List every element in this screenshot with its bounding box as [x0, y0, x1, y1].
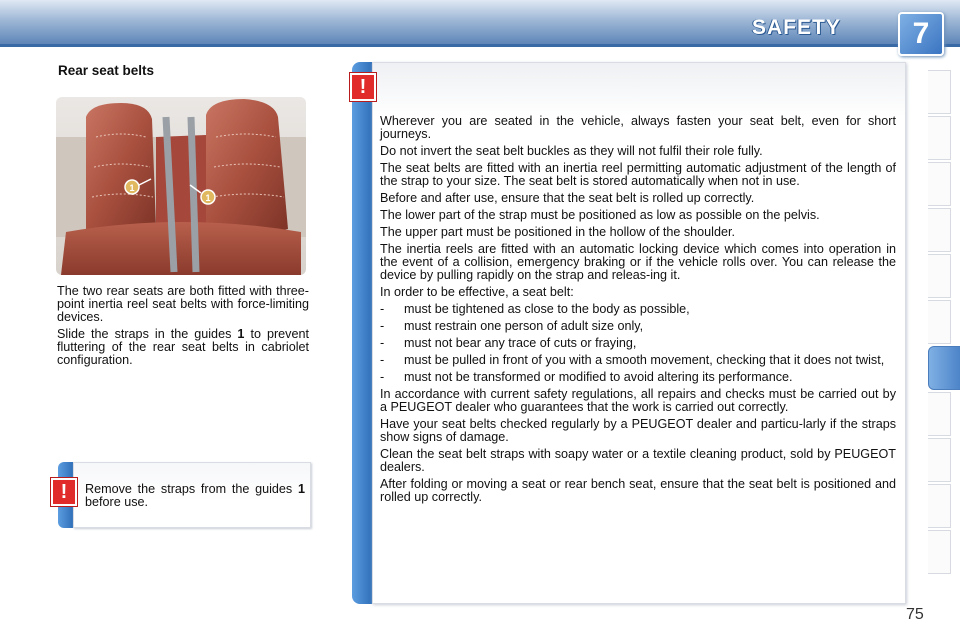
chapter-tab[interactable] — [928, 208, 951, 252]
note-text — [85, 483, 305, 509]
warning-icon: ! — [350, 73, 376, 101]
guide-label-right: 1 — [205, 193, 211, 203]
list-dash: - — [380, 302, 385, 316]
list-dash: - — [380, 336, 385, 350]
chapter-tab[interactable] — [928, 484, 951, 528]
list-item-text: must not be transformed or modified to avoid altering its performance. — [404, 370, 793, 384]
guide-label-left: 1 — [129, 183, 135, 193]
header-line — [0, 44, 960, 47]
chapter-tab[interactable] — [928, 70, 951, 114]
list-item-text: must be pulled in front of you with a smooth movement, checking that it does not twist, — [404, 353, 885, 367]
text-run: Slide the straps in the guides — [57, 327, 238, 341]
note-paragraph: After folding or moving a seat or rear bench seat, ensure that the seat belt is positioned and rolled up correctly. — [380, 477, 896, 504]
text-run: Remove the straps from the guides — [85, 482, 298, 496]
chapter-tab[interactable] — [928, 300, 951, 344]
note-paragraph: Do not invert the seat belt buckles as they will not fulfil their role fully. — [380, 144, 763, 158]
list-item-text: must be tightened as close to the body as possible, — [404, 302, 690, 316]
note-paragraph: The seat belts are fitted with an inertia reel permitting automatic adjustment of the length of the strap to your size. The seat belt is stored automatically when not in use. — [380, 161, 896, 188]
note-paragraph: The upper part must be positioned in the hollow of the shoulder. — [380, 225, 735, 239]
list-item-text: must not bear any trace of cuts or fraying, — [404, 336, 637, 350]
list-item — [380, 337, 896, 350]
rear-seats-photo — [56, 97, 306, 275]
chapter-tab[interactable] — [928, 116, 951, 160]
list-item — [380, 371, 896, 384]
note-paragraph: The inertia reels are fitted with an automatic locking device which comes into operation in the event of a collision, emergency braking or if the vehicle rolls over. You can release the device by pulling rapidly on the strap and releas-ing it. — [380, 242, 896, 282]
chapter-tabs — [928, 70, 952, 570]
guide-number: 1 — [297, 482, 305, 496]
text-run: before use. — [85, 495, 149, 509]
chapter-tab[interactable] — [928, 438, 951, 482]
left-paragraph: The two rear seats are both fitted with three-point inertia reel seat belts with force-limiting devices. — [57, 284, 309, 324]
chapter-tab[interactable] — [928, 392, 951, 436]
note-paragraph: Before and after use, ensure that the seat belt is rolled up correctly. — [380, 191, 755, 205]
list-dash: - — [380, 370, 385, 384]
list-dash: - — [380, 353, 385, 367]
list-dash: - — [380, 319, 385, 333]
list-item — [380, 320, 896, 333]
requirements-list — [380, 303, 896, 384]
guide-number: 1 — [237, 327, 245, 341]
left-paragraph — [57, 328, 309, 367]
page-number: 75 — [906, 606, 924, 623]
list-item-text: must restrain one person of adult size only, — [404, 319, 644, 333]
chapter-number-badge: 7 — [898, 12, 944, 56]
chapter-tab[interactable] — [928, 530, 951, 574]
section-title: Rear seat belts — [58, 63, 155, 78]
text-run: to prevent fluttering of the rear seat belts in cabriolet configuration. — [57, 327, 309, 367]
note-paragraph: In order to be effective, a seat belt: — [380, 285, 574, 299]
note-paragraph: Clean the seat belt straps with soapy water or a textile cleaning product, sold by PEUGEOT dealers. — [380, 447, 896, 474]
note-paragraph: The lower part of the strap must be positioned as low as possible on the pelvis. — [380, 208, 820, 222]
list-item — [380, 303, 896, 316]
left-body-text — [57, 285, 309, 371]
chapter-tab[interactable] — [928, 162, 951, 206]
note-accent-bar — [352, 62, 372, 604]
list-item — [380, 354, 896, 367]
chapter-title: SAFETY — [752, 16, 841, 39]
note-paragraph: Have your seat belts checked regularly by a PEUGEOT dealer and particu-larly if the straps show signs of damage. — [380, 417, 896, 444]
note-paragraph: Wherever you are seated in the vehicle, always fasten your seat belt, even for short journeys. — [380, 114, 896, 141]
chapter-tab[interactable] — [928, 254, 951, 298]
note-paragraph: In accordance with current safety regulations, all repairs and checks must be carried out by a PEUGEOT dealer who guarantees that the work is carried out correctly. — [380, 387, 896, 414]
small-warning-note — [58, 462, 310, 528]
warning-icon: ! — [51, 478, 77, 506]
chapter-tab-active[interactable] — [928, 346, 960, 390]
big-note-text — [380, 115, 896, 508]
